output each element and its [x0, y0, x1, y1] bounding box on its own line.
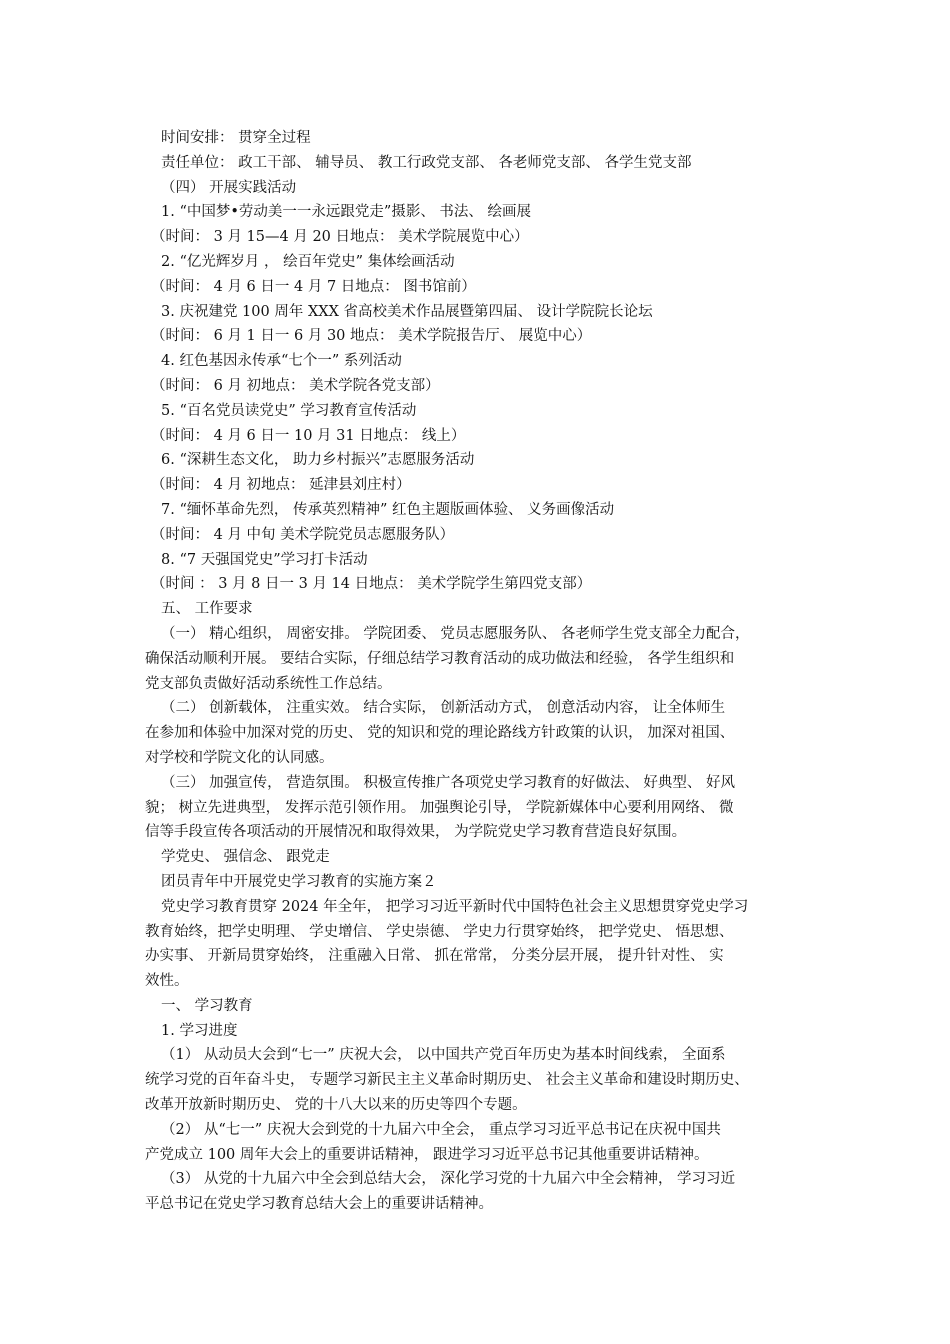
- text-line: （时间： 3 月 15—4 月 20 日地点： 美术学院展览中心）: [151, 229, 529, 246]
- paragraph-line: 统学习党的百年奋斗史， 专题学习新民主主义革命时期历史、 社会主义革命和建设时期历史、: [145, 1072, 749, 1089]
- text-line: 时间安排： 贯穿全过程: [161, 130, 311, 146]
- paragraph-line: （3） 从党的十九届六中全会到总结大会， 深化学习党的十九届六中全会精神， 学习习近: [161, 1171, 736, 1188]
- paragraph-line: 党史学习教育贯穿 2024 年全年， 把学习习近平新时代中国特色社会主义思想贯穿党史学习: [161, 898, 749, 915]
- section-heading: （四） 开展实践活动: [161, 179, 297, 196]
- text-line: （时间： 4 月 6 日一 10 月 31 日地点： 线上）: [151, 427, 466, 444]
- document-title: 团员青年中开展党史学习教育的实施方案２: [161, 873, 437, 890]
- paragraph-line: （二） 创新载体， 注重实效。 结合实际， 创新活动方式， 创意活动内容， 让全体师生: [161, 700, 726, 717]
- subsection-heading: 1. 学习进度: [161, 1022, 238, 1039]
- paragraph-line: 对学校和学院文化的认同感。: [145, 749, 334, 766]
- text-line: （时间 ： 3 月 8 日一 3 月 14 日地点： 美术学院学生第四党支部）: [151, 576, 592, 593]
- list-item: 1. “中国梦•劳动美一一永远跟党走”摄影、 书法、 绘画展: [161, 204, 532, 221]
- slogan-line: 学党史、 强信念、 跟党走: [161, 849, 330, 866]
- text-line: （时间： 4 月 初地点： 延津县刘庄村）: [151, 477, 411, 494]
- list-item: 3. 庆祝建党 100 周年 XXX 省高校美术作品展暨第四届、 设计学院院长论坛: [161, 303, 653, 320]
- paragraph-line: 确保活动顺利开展。 要结合实际，仔细总结学习教育活动的成功做法和经验， 各学生组织和: [145, 650, 735, 667]
- section-heading: 一、 学习教育: [161, 997, 253, 1014]
- paragraph-line: 改革开放新时期历史、 党的十八大以来的历史等四个专题。: [145, 1097, 527, 1114]
- text-line: （时间： 4 月 中旬 美术学院党员志愿服务队）: [151, 526, 455, 543]
- paragraph-line: 平总书记在党史学习教育总结大会上的重要讲话精神。: [145, 1196, 493, 1213]
- section-heading: 五、 工作要求: [161, 601, 253, 618]
- text-line: （时间： 6 月 初地点： 美术学院各党支部）: [151, 377, 440, 394]
- document-body: [145, 126, 815, 1217]
- text-line: 责任单位： 政工干部、 辅导员、 教工行政党支部、 各老师党支部、 各学生党支部: [161, 154, 692, 171]
- paragraph-line: （1） 从动员大会到“七一” 庆祝大会， 以中国共产党百年历史为基本时间线索， 全面系: [161, 1047, 726, 1064]
- text-line: （时间： 6 月 1 日一 6 月 30 地点： 美术学院报告厅、 展览中心）: [151, 328, 592, 345]
- text-line: （时间： 4 月 6 日一 4 月 7 日地点： 图书馆前）: [151, 278, 476, 295]
- list-item: 4. 红色基因永传承“七个一” 系列活动: [161, 353, 402, 370]
- paragraph-line: 教育始终，把学史明理、 学史增信、 学史崇德、 学史力行贯穿始终， 把学党史、 悟思想、: [145, 923, 734, 940]
- paragraph-line: 信等手段宣传各项活动的开展情况和取得效果， 为学院党史学习教育营造良好氛围。: [145, 824, 687, 841]
- paragraph-line: 在参加和体验中加深对党的历史、 党的知识和党的理论路线方针政策的认识， 加深对祖国、: [145, 725, 735, 742]
- paragraph-line: 党支部负责做好活动系统性工作总结。: [145, 675, 392, 692]
- paragraph-line: 效性。: [145, 973, 189, 990]
- list-item: 5. “百名党员读党史” 学习教育宣传活动: [161, 402, 417, 419]
- paragraph-line: （2） 从“七一” 庆祝大会到党的十九届六中全会， 重点学习习近平总书记在庆祝中国共: [161, 1121, 721, 1138]
- paragraph-line: 办实事、 开新局贯穿始终， 注重融入日常、 抓在常常， 分类分层开展， 提升针对性、 实: [145, 948, 724, 965]
- list-item: 2. “亿光辉岁月 ， 绘百年党史” 集体绘画活动: [161, 253, 455, 270]
- list-item: 6. “深耕生态文化， 助力乡村振兴”志愿服务活动: [161, 452, 475, 469]
- paragraph-line: （三） 加强宣传， 营造氛围。 积极宣传推广各项党史学习教育的好做法、 好典型、 好风: [161, 774, 736, 791]
- paragraph-line: （一） 精心组织， 周密安排。 学院团委、 党员志愿服务队、 各老师学生党支部全力配合，: [161, 625, 750, 642]
- paragraph-line: 貌； 树立先进典型， 发挥示范引领作用。 加强舆论引导， 学院新媒体中心要利用网络、 微: [145, 799, 734, 816]
- paragraph-line: 产党成立 100 周年大会上的重要讲话精神， 跟进学习习近平总书记其他重要讲话精神。: [145, 1146, 709, 1163]
- list-item: 7. “缅怀革命先烈， 传承英烈精神” 红色主题版画体验、 义务画像活动: [161, 501, 615, 518]
- list-item: 8. “7 天强国党史”学习打卡活动: [161, 551, 368, 568]
